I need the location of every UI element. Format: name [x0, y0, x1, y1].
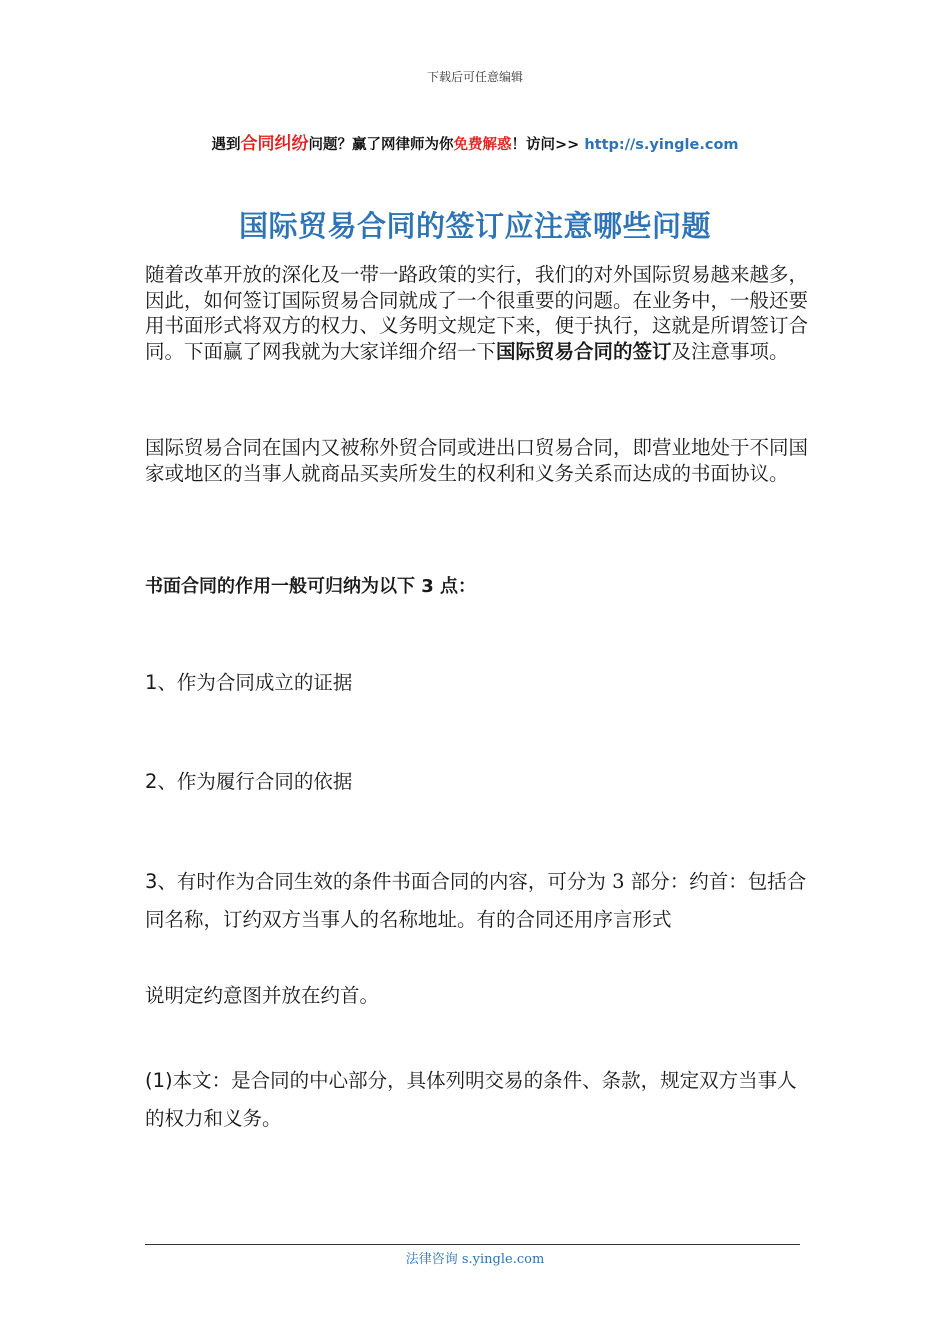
- footer-link[interactable]: 法律咨询 s.yingle.com: [405, 1252, 545, 1267]
- intro-text: 随着改革开放的深化及一带一路政策的实行，我们的对外国际贸易越来越多，因此，如何签订国际贸易合同就成了一个很重要的问题。在业务中，一般还要用书面形式将双方的权力、义务明文规定下来，便于执行，这就是所谓签订合同。下面赢了网我就为大家详细介绍一下: [145, 263, 809, 363]
- promo-highlight-dispute: 合同纠纷: [240, 134, 309, 154]
- intro-tail: 及注意事项。: [671, 339, 789, 363]
- section-heading: 书面合同的作用一般可归纳为以下 3 点：: [145, 576, 477, 597]
- list-item-number: 1: [145, 671, 158, 694]
- promo-text-1: 遇到: [211, 137, 241, 153]
- definition-paragraph: 国际贸易合同在国内又被称外贸合同或进出口贸易合同，即营业地处于不同国家或地区的当事人就商品买卖所发生的权利和义务关系而达成的书面协议。: [145, 436, 809, 485]
- list-item: [145, 763, 810, 801]
- section-number: (1): [145, 1069, 173, 1092]
- promo-banner: [0, 129, 950, 154]
- promo-highlight-free: 免费解惑: [453, 137, 512, 153]
- footer-divider: [145, 1244, 800, 1245]
- list-item-text: 、有时作为合同生效的条件书面合同的内容，可分为 3 部分：约首：包括合同名称，订约双方当事人的名称地址。有的合同还用序言形式: [145, 870, 807, 931]
- intro-bold-term: 国际贸易合同的签订: [496, 339, 672, 363]
- section-text: 本文：是合同的中心部分，具体列明交易的条件、条款，规定双方当事人的权力和义务。: [145, 1069, 797, 1130]
- list-item-text: 、作为履行合同的依据: [157, 770, 353, 793]
- intro-paragraph: [145, 262, 810, 364]
- header-note: 下载后可任意编辑: [426, 70, 523, 84]
- section-paragraph: [145, 1062, 810, 1138]
- list-item: [145, 664, 810, 702]
- promo-link[interactable]: http://s.yingle.com: [584, 137, 739, 153]
- continuation-paragraph: 说明定约意图并放在约首。: [145, 984, 380, 1007]
- list-item: [145, 863, 810, 939]
- promo-text-3: ！访问>>: [511, 137, 585, 153]
- list-item-number: 2: [145, 770, 158, 793]
- list-item-text: 、作为合同成立的证据: [157, 671, 353, 694]
- promo-text-2: 问题？赢了网律师为你: [308, 137, 454, 153]
- list-item-number: 3: [145, 870, 158, 893]
- document-title: 国际贸易合同的签订应注意哪些问题: [238, 209, 711, 243]
